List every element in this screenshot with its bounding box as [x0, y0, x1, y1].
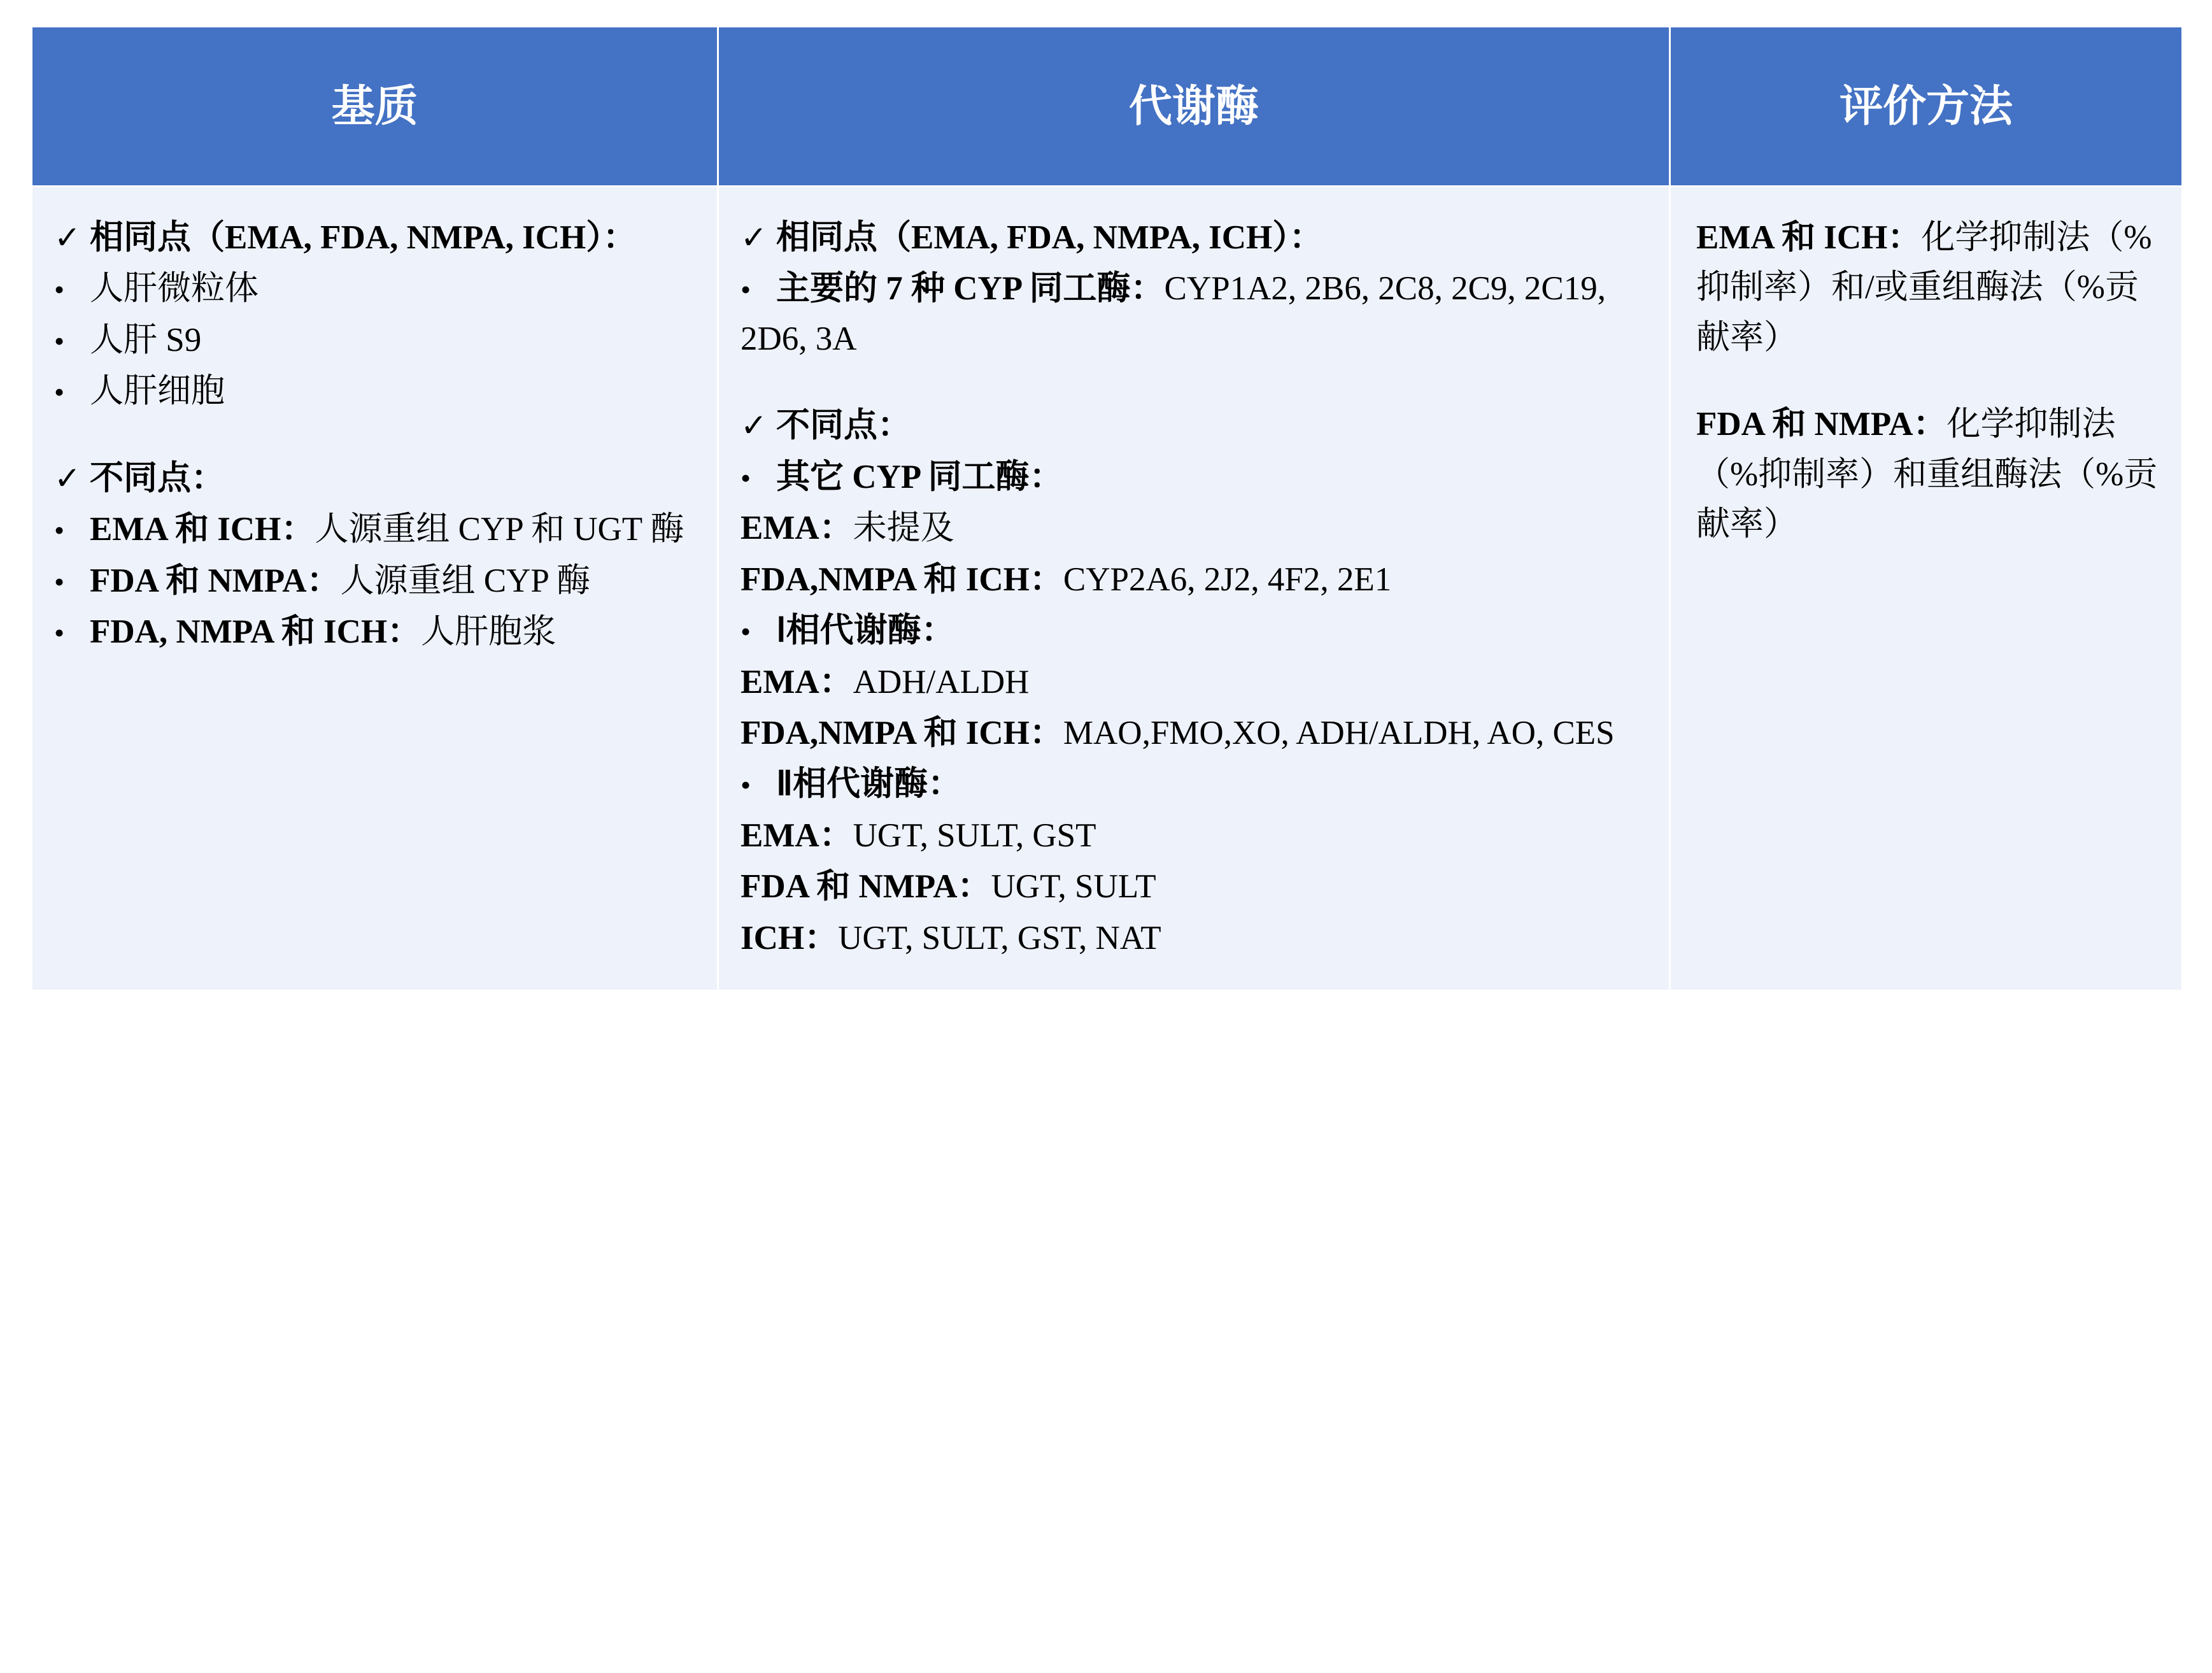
column-header-substrate: 基质: [32, 27, 718, 187]
list-item: • FDA 和 NMPA：人源重组 CYP 酶: [54, 556, 695, 606]
method-block: FDA 和 NMPA：化学抑制法（%抑制率）和重组酶法（%贡献率）: [1696, 406, 2158, 543]
column-header-enzyme: 代谢酶: [718, 27, 1670, 187]
substrate-same-title: ✓ 相同点（EMA, FDA, NMPA, ICH）：: [54, 213, 695, 262]
cell-method: [1670, 187, 2183, 991]
table-body-row: [32, 187, 2183, 991]
substrate-diff-title: ✓ 不同点：: [54, 453, 695, 503]
bullet-icon: •: [54, 376, 65, 409]
method-block: EMA 和 ICH：化学抑制法（%抑制率）和/或重组酶法（%贡献率）: [1696, 219, 2152, 356]
enzyme-same-title: ✓ 相同点（EMA, FDA, NMPA, ICH）：: [741, 213, 1647, 262]
cell-enzyme: [718, 187, 1670, 991]
detail-row: FDA,NMPA 和 ICH：CYP2A6, 2J2, 4F2, 2E1: [741, 560, 1392, 598]
table-header-row: [32, 27, 2183, 187]
spacer: [741, 365, 1647, 401]
bullet-icon: •: [54, 514, 65, 547]
check-icon: ✓: [741, 220, 767, 255]
cell-substrate: [32, 187, 718, 991]
list-item: • 主要的 7 种 CYP 同工酶：CYP1A2, 2B6, 2C8, 2C9, 2C19, 2D6, 3A: [741, 264, 1647, 364]
bullet-icon: •: [741, 769, 751, 802]
list-item: • Ⅱ相代谢酶：: [741, 759, 1647, 809]
spacer: [1696, 364, 2160, 399]
detail-row: FDA,NMPA 和 ICH：MAO,FMO,XO, ADH/ALDH, AO, CES: [741, 714, 1615, 751]
bullet-icon: •: [741, 615, 751, 648]
bullet-icon: •: [741, 461, 751, 494]
check-icon: ✓: [741, 408, 767, 444]
bullet-icon: •: [741, 273, 751, 306]
list-item: • 其它 CYP 同工酶：: [741, 452, 1647, 502]
enzyme-diff-title: ✓ 不同点：: [741, 401, 1647, 450]
list-item: • 人肝微粒体: [54, 264, 695, 313]
bullet-icon: •: [54, 616, 65, 650]
comparison-table: [31, 25, 2183, 992]
bullet-icon: •: [54, 565, 65, 598]
list-item: • FDA, NMPA 和 ICH：人肝胞浆: [54, 607, 695, 657]
list-item: • Ⅰ相代谢酶：: [741, 606, 1647, 655]
spacer: [54, 418, 695, 453]
list-item: • 人肝 S9: [54, 315, 695, 365]
list-item: • EMA 和 ICH：人源重组 CYP 和 UGT 酶: [54, 504, 695, 554]
detail-row: EMA：未提及: [741, 509, 954, 547]
bullet-icon: •: [54, 324, 65, 357]
detail-row: EMA：UGT, SULT, GST: [741, 816, 1096, 854]
bullet-icon: •: [54, 273, 65, 306]
check-icon: ✓: [54, 460, 81, 496]
column-header-method: 评价方法: [1670, 27, 2183, 187]
list-item: • 人肝细胞: [54, 366, 695, 416]
check-icon: ✓: [54, 220, 81, 255]
detail-row: EMA：ADH/ALDH: [741, 663, 1030, 701]
detail-row: ICH：UGT, SULT, GST, NAT: [741, 919, 1161, 957]
detail-row: FDA 和 NMPA：UGT, SULT: [741, 868, 1156, 906]
